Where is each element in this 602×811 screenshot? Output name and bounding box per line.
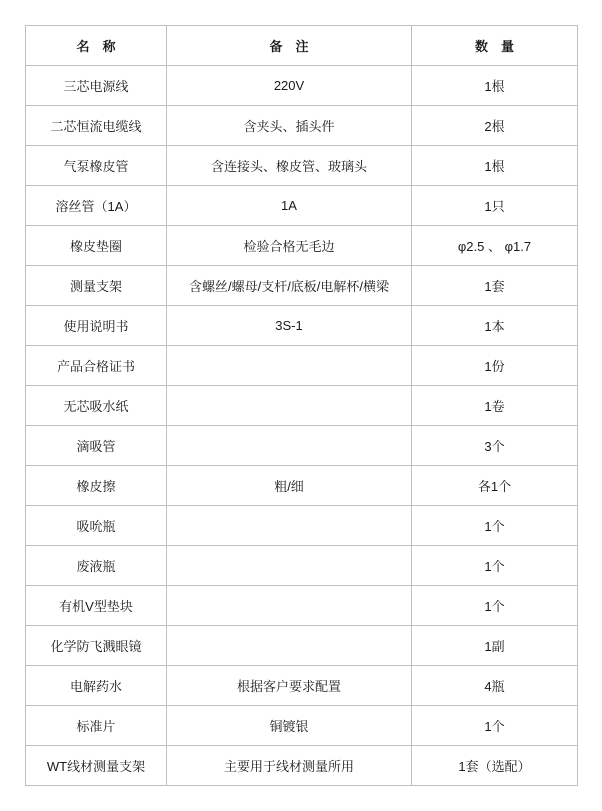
item-name-cell: 有机V型垫块 <box>26 586 167 626</box>
table-row <box>26 706 578 746</box>
item-qty-cell: 1个 <box>412 546 578 586</box>
packing-list-table <box>25 25 578 786</box>
table-row <box>26 186 578 226</box>
table-row <box>26 106 578 146</box>
header-qty: 数 量 <box>412 26 578 66</box>
table-row <box>26 266 578 306</box>
table-body <box>26 66 578 786</box>
table-row <box>26 386 578 426</box>
item-note-cell: 3S-1 <box>167 306 412 346</box>
table-row <box>26 626 578 666</box>
header-note: 备 注 <box>167 26 412 66</box>
item-name-cell: 测量支架 <box>26 266 167 306</box>
item-qty-cell: 1本 <box>412 306 578 346</box>
item-qty-cell: 1个 <box>412 506 578 546</box>
table-header <box>26 26 578 66</box>
item-qty-cell: φ2.5 、 φ1.7 <box>412 226 578 266</box>
item-qty-cell: 1副 <box>412 626 578 666</box>
item-name-cell: 溶丝管（1A） <box>26 186 167 226</box>
table-row <box>26 146 578 186</box>
table-row <box>26 586 578 626</box>
item-note-cell: 含连接头、橡皮管、玻璃头 <box>167 146 412 186</box>
item-qty-cell: 1个 <box>412 586 578 626</box>
table-row <box>26 666 578 706</box>
item-name-cell: 产品合格证书 <box>26 346 167 386</box>
item-note-cell <box>167 506 412 546</box>
table-row <box>26 466 578 506</box>
table-row <box>26 226 578 266</box>
item-note-cell: 含螺丝/螺母/支杆/底板/电解杯/横梁 <box>167 266 412 306</box>
item-name-cell: 橡皮垫圈 <box>26 226 167 266</box>
item-note-cell <box>167 386 412 426</box>
item-name-cell: 无芯吸水纸 <box>26 386 167 426</box>
item-note-cell <box>167 626 412 666</box>
item-name-cell: 气泵橡皮管 <box>26 146 167 186</box>
header-row <box>26 26 578 66</box>
item-name-cell: 化学防飞溅眼镜 <box>26 626 167 666</box>
item-note-cell: 含夹头、插头件 <box>167 106 412 146</box>
item-name-cell: 使用说明书 <box>26 306 167 346</box>
item-note-cell <box>167 586 412 626</box>
item-qty-cell: 1只 <box>412 186 578 226</box>
item-note-cell: 检验合格无毛边 <box>167 226 412 266</box>
item-qty-cell: 各1个 <box>412 466 578 506</box>
item-name-cell: 废液瓶 <box>26 546 167 586</box>
item-note-cell <box>167 426 412 466</box>
item-note-cell <box>167 346 412 386</box>
item-qty-cell: 1根 <box>412 146 578 186</box>
item-qty-cell: 1套 <box>412 266 578 306</box>
item-note-cell <box>167 546 412 586</box>
header-name: 名 称 <box>26 26 167 66</box>
item-qty-cell: 1根 <box>412 66 578 106</box>
table-row <box>26 426 578 466</box>
item-qty-cell: 1套（选配） <box>412 746 578 786</box>
item-qty-cell: 2根 <box>412 106 578 146</box>
item-qty-cell: 1份 <box>412 346 578 386</box>
item-note-cell: 粗/细 <box>167 466 412 506</box>
item-name-cell: 橡皮擦 <box>26 466 167 506</box>
item-name-cell: 标准片 <box>26 706 167 746</box>
table-row <box>26 506 578 546</box>
item-name-cell: 吸吮瓶 <box>26 506 167 546</box>
item-qty-cell: 1卷 <box>412 386 578 426</box>
item-qty-cell: 4瓶 <box>412 666 578 706</box>
item-note-cell: 铜镀银 <box>167 706 412 746</box>
item-name-cell: 二芯恒流电缆线 <box>26 106 167 146</box>
item-note-cell: 220V <box>167 66 412 106</box>
item-qty-cell: 3个 <box>412 426 578 466</box>
item-name-cell: WT线材测量支架 <box>26 746 167 786</box>
table-row <box>26 66 578 106</box>
item-note-cell: 主要用于线材测量所用 <box>167 746 412 786</box>
table-row <box>26 746 578 786</box>
item-qty-cell: 1个 <box>412 706 578 746</box>
item-note-cell: 1A <box>167 186 412 226</box>
item-note-cell: 根据客户要求配置 <box>167 666 412 706</box>
item-name-cell: 滴吸管 <box>26 426 167 466</box>
table-row <box>26 346 578 386</box>
table-row <box>26 546 578 586</box>
table-row <box>26 306 578 346</box>
item-name-cell: 电解药水 <box>26 666 167 706</box>
item-name-cell: 三芯电源线 <box>26 66 167 106</box>
